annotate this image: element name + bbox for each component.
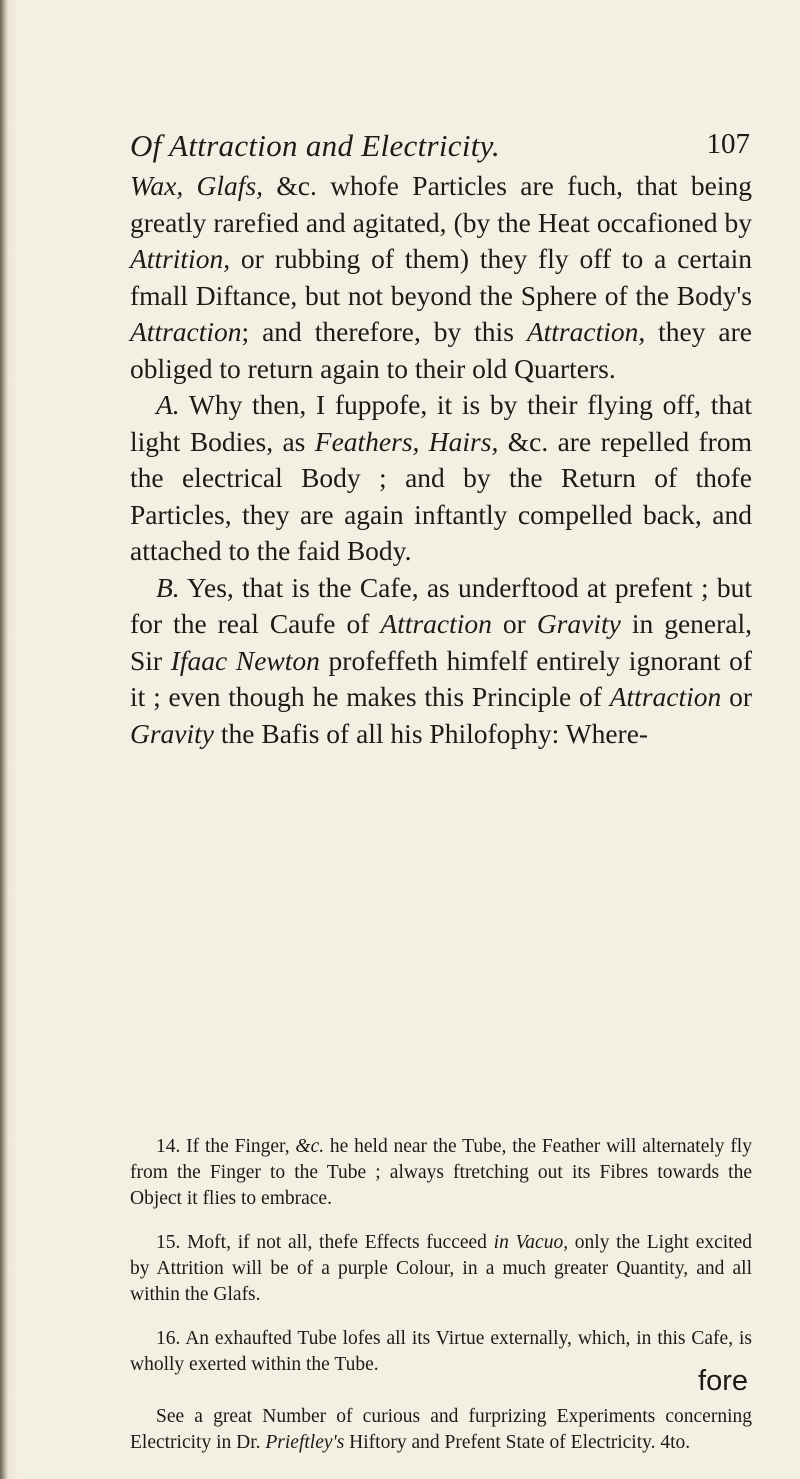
text-run: in general, Sir bbox=[130, 608, 752, 676]
italic-term: Feathers, Hairs, bbox=[314, 425, 499, 457]
page-number: 107 bbox=[706, 128, 750, 160]
text-run: &c. are repelled from the electrical Body ; and by the Return of thofe Particles, they are again inftantly compelled back, and attached to the faid Body. bbox=[130, 425, 752, 566]
running-head: Of Attraction and Electricity. bbox=[130, 128, 501, 163]
text-run: or bbox=[491, 608, 537, 639]
italic-term: Wax, Glafs, bbox=[130, 170, 264, 201]
speaker-label: B. bbox=[156, 571, 180, 603]
page-header bbox=[130, 128, 750, 172]
text-run: or rubbing of them) they fly off to a certain fmall Diftance, but not beyond the Sphere of the Body's bbox=[130, 243, 752, 311]
italic-term: Attraction, bbox=[526, 316, 646, 347]
text-run: See a great Number of curious and furprizing Experiments concerning Electricity in Dr. bbox=[130, 1406, 752, 1453]
main-text bbox=[130, 168, 752, 752]
text-run: only the Light excited by Attrition will be of a purple Colour, in a much greater Quantity, and all within the Glafs. bbox=[130, 1232, 752, 1305]
catchword: fore bbox=[698, 1365, 748, 1397]
reference-note bbox=[130, 1404, 752, 1456]
footnote-15 bbox=[130, 1230, 752, 1308]
italic-term: Prieftley's bbox=[265, 1432, 345, 1453]
paragraph-2 bbox=[130, 387, 752, 570]
italic-term: Attraction bbox=[380, 608, 492, 639]
italic-term: Attrition, bbox=[130, 243, 231, 274]
text-run: &c. whofe Particles are fuch, that being greatly rarefied and agitated, (by the Heat occafioned by bbox=[130, 170, 752, 238]
footnote-14 bbox=[130, 1134, 752, 1212]
text-run: Hiftory and Prefent State of Electricity. 4to. bbox=[344, 1432, 691, 1453]
text-run: Why then, I fuppofe, it is by their flying off, that light Bodies, as bbox=[130, 389, 752, 457]
italic-term: &c. bbox=[295, 1136, 325, 1157]
text-run: the Bafis of all his Philofophy: Where- bbox=[214, 717, 649, 749]
italic-term: Attraction bbox=[130, 316, 242, 347]
text-run: he held near the Tube, the Feather will alternately fly from the Finger to the Tube ; always ftretching out its Fibres towards the Object it flies to embrace. bbox=[130, 1136, 752, 1209]
text-run: ; and therefore, by this bbox=[241, 316, 527, 347]
footnote-16: 16. An exhaufted Tube lofes all its Virtue externally, which, in this Cafe, is wholly exerted within the Tube. bbox=[130, 1328, 752, 1375]
italic-term: Attraction bbox=[609, 681, 722, 712]
paragraph-3 bbox=[130, 570, 752, 753]
text-run: Yes, that is the Cafe, as underftood at prefent ; but for the real Caufe of bbox=[130, 571, 752, 639]
footnotes bbox=[130, 1134, 752, 1474]
italic-term: Gravity bbox=[130, 717, 215, 749]
text-run: profeffeth himfelf entirely ignorant of it ; even though he makes this Principle of bbox=[130, 644, 752, 712]
italic-term: Gravity bbox=[536, 608, 621, 639]
page-gutter-shadow bbox=[0, 0, 8, 1479]
paragraph-1 bbox=[130, 168, 752, 387]
text-run: they are obliged to return again to their old Quarters. bbox=[130, 316, 752, 384]
text-run: or bbox=[721, 681, 752, 712]
text-run: 15. Moft, if not all, thefe Effects fucceed bbox=[156, 1232, 494, 1253]
italic-term: in Vacuo, bbox=[493, 1232, 569, 1253]
text-run: 14. If the Finger, bbox=[156, 1136, 296, 1157]
italic-term: Ifaac Newton bbox=[170, 644, 320, 676]
speaker-label: A. bbox=[156, 389, 180, 420]
